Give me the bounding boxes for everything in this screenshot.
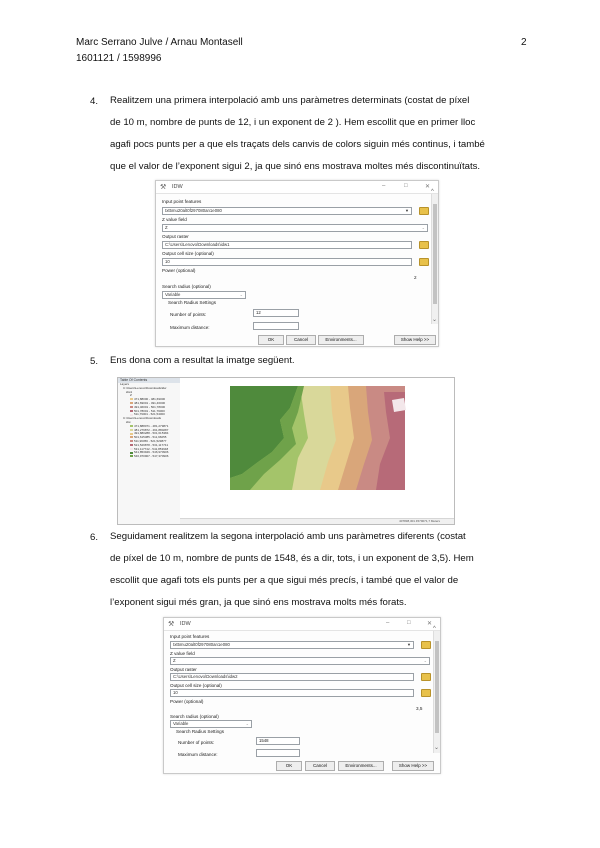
scrollbar[interactable]: [433, 631, 440, 753]
ok-button[interactable]: OK: [258, 335, 284, 345]
folder-icon[interactable]: [419, 241, 429, 249]
folder-icon[interactable]: [419, 207, 429, 215]
scroll-up-icon[interactable]: ^: [431, 189, 434, 195]
dropdown-arrow-icon[interactable]: ▼: [405, 208, 409, 213]
show-help-button[interactable]: Show Help >>: [394, 335, 436, 345]
chevron-down-icon[interactable]: ⌄: [245, 721, 249, 726]
dialog-titlebar: [156, 181, 438, 194]
toc-row[interactable]: 521,529878 - 531,117741: [118, 444, 180, 448]
interpolation-map: [180, 378, 454, 519]
cell-size-field[interactable]: 10: [170, 689, 414, 697]
toc-row[interactable]: idw1: [126, 390, 133, 394]
toc-row[interactable]: 511,96056 - 521,529877: [118, 440, 180, 444]
toc-row[interactable]: 471,88000 - 481,69000: [118, 398, 180, 402]
search-radius-label: Search radius (optional): [170, 714, 219, 719]
number-of-points-label: Number of points:: [170, 312, 207, 317]
legend-swatch: [130, 455, 133, 457]
legend-swatch: [130, 406, 133, 408]
idw-dialog-2: [163, 617, 441, 774]
output-raster-field[interactable]: C:\Users\Lenovo\Downloads\idw2: [170, 673, 414, 681]
search-radius-select[interactable]: Variable ⌄: [170, 720, 252, 728]
item-number: 4.: [90, 96, 99, 107]
chevron-down-icon[interactable]: ⌄: [239, 292, 243, 297]
output-raster-label: Output raster: [170, 667, 197, 672]
idw-dialog-1: [155, 180, 439, 347]
dropdown-arrow-icon[interactable]: ▼: [407, 642, 411, 647]
legend-swatch: [130, 436, 133, 438]
input-features-field[interactable]: txt5mu20alt0f297080an1e080 ▼: [170, 641, 414, 649]
table-of-contents: [118, 378, 181, 524]
scroll-down-icon[interactable]: ⌄: [434, 745, 440, 751]
scroll-up-icon[interactable]: ^: [433, 626, 436, 632]
toc-row[interactable]: 491,46001 - 501,78000: [118, 406, 180, 410]
text-line: de 10 m, nombre de punts de 12, i un exponent de 2 ). Hem escollit que en primer lloc: [110, 117, 476, 128]
radius-settings-label: Search Radius Settings: [168, 300, 217, 305]
paragraph-item-4: [110, 90, 528, 178]
input-features-field[interactable]: txt5mu20alt0f297080an1e080 ▼: [162, 207, 412, 215]
show-help-button[interactable]: Show Help >>: [392, 761, 434, 771]
close-button[interactable]: ✕: [425, 184, 431, 190]
legend-swatch: [130, 402, 133, 404]
legend-swatch: [130, 414, 133, 416]
toc-row[interactable]: 531,117742 - 541,853948: [118, 448, 180, 452]
z-field-select[interactable]: Z ⌄: [162, 224, 428, 232]
text-line: l’exponent sigui més gran, ja que sinó ens mostrava molts més forats.: [110, 597, 407, 608]
search-radius-select[interactable]: Variable ⌄: [162, 291, 246, 299]
paragraph-item-5: [110, 350, 528, 372]
maximize-button[interactable]: □: [407, 620, 411, 626]
student-ids: 1601121 / 1598996: [76, 53, 162, 64]
toc-row[interactable]: C:\Users\Lenovo\Downloads\idw: [123, 386, 167, 390]
text-line: que el valor de l’exponent sigui 2, ja que sinó ens mostrava moltes més discontinuïtats.: [110, 161, 481, 172]
hammer-icon: ⚒: [160, 184, 167, 191]
output-raster-label: Output raster: [162, 234, 189, 239]
scrollbar-thumb[interactable]: [433, 204, 437, 304]
legend-swatch: [130, 448, 133, 450]
dialog-title: IDW: [180, 621, 191, 627]
cell-size-label: Output cell size (optional): [162, 251, 214, 256]
output-raster-field[interactable]: C:\Users\Lenovo\Downloads\idw1: [162, 241, 412, 249]
z-field-label: Z value field: [170, 651, 195, 656]
environments-button[interactable]: Environments...: [338, 761, 384, 771]
search-radius-label: Search radius (optional): [162, 284, 211, 289]
item-number: 5.: [90, 356, 99, 367]
status-bar: 407838,301 4579071,7 Meters: [180, 518, 454, 524]
toc-row[interactable]: 471,888071 - 481,279871: [118, 425, 180, 429]
text-line: Realitzem una primera interpolació amb uns paràmetres determinats (costat de píxel: [110, 95, 470, 106]
toc-row[interactable]: 481,279872 - 491,880287: [118, 429, 180, 433]
scroll-down-icon[interactable]: ⌄: [432, 317, 438, 323]
arcmap-screenshot: [117, 377, 455, 525]
folder-icon[interactable]: [419, 258, 429, 266]
scrollbar-thumb[interactable]: [435, 641, 439, 733]
toc-row[interactable]: 501,615385 - 511,96055: [118, 436, 180, 440]
environments-button[interactable]: Environments...: [318, 335, 364, 345]
number-of-points-label: Number of points:: [178, 740, 215, 745]
toc-row[interactable]: 481,69001 - 491,46000: [118, 402, 180, 406]
text-line: Seguidament realitzem la segona interpolació amb uns paràmetres diferents (costat: [110, 531, 466, 542]
scrollbar[interactable]: [431, 194, 438, 324]
max-distance-label: Maximum distance:: [178, 752, 218, 757]
toc-row[interactable]: Layers: [120, 383, 130, 386]
minimize-button[interactable]: –: [382, 183, 386, 189]
text-line: escollit que agafi tots els punts per a que sigui més precís, i també que el valor de: [110, 575, 459, 586]
toc-row[interactable]: 501,78001 - 511,79000: [118, 410, 180, 414]
number-of-points-field[interactable]: 12: [253, 309, 299, 317]
toc-list: [118, 383, 180, 459]
toc-row[interactable]: Z: [130, 394, 132, 398]
hammer-icon: ⚒: [168, 621, 175, 628]
folder-icon[interactable]: [421, 673, 431, 681]
folder-icon[interactable]: [421, 689, 431, 697]
chevron-down-icon[interactable]: ⌄: [421, 225, 425, 230]
number-of-points-field[interactable]: 1548: [256, 737, 300, 745]
legend-swatch: [130, 429, 133, 431]
power-value[interactable]: 3,5: [416, 706, 423, 711]
power-label: Power (optional): [170, 699, 204, 704]
legend-swatch: [130, 433, 133, 435]
input-features-label: Input point features: [170, 634, 210, 639]
text-line: agafi pocs punts per a que els traçats dels canvis de colors siguin més continus, i també: [110, 139, 485, 150]
author-names: Marc Serrano Julve / Arnau Montasell: [76, 37, 243, 48]
legend-swatch: [130, 398, 133, 400]
page-number: 2: [521, 37, 527, 48]
toc-row[interactable]: 541,853949 - 546,970906: [118, 451, 180, 455]
text-line: Ens dona com a resultat la imatge següent.: [110, 355, 295, 366]
text-line: de píxel de 10 m, nombre de punts de 1548, és a dir, tots, i un exponent de 3,5). Hem: [110, 553, 474, 564]
cell-size-field[interactable]: 10: [162, 258, 412, 266]
maximize-button[interactable]: □: [404, 183, 408, 189]
toc-title: Table Of Contents: [118, 378, 180, 383]
ok-button[interactable]: OK: [276, 761, 302, 771]
close-button[interactable]: ✕: [427, 621, 433, 627]
dialog-titlebar: [164, 618, 440, 631]
toc-row[interactable]: 546,970907 - 547,370906: [118, 455, 180, 459]
minimize-button[interactable]: –: [386, 620, 390, 626]
power-label: Power (optional): [162, 268, 196, 273]
legend-swatch: [130, 425, 133, 427]
z-field-select[interactable]: Z ⌄: [170, 657, 430, 665]
max-distance-field[interactable]: [256, 749, 300, 757]
dialog-title: IDW: [172, 184, 183, 190]
max-distance-label: Maximum distance:: [170, 325, 210, 330]
radius-settings-label: Search Radius Settings: [176, 729, 225, 734]
legend-swatch: [130, 444, 133, 446]
legend-swatch: [130, 410, 133, 412]
legend-swatch: [130, 452, 133, 454]
cancel-button[interactable]: Cancel: [286, 335, 316, 345]
cancel-button[interactable]: Cancel: [305, 761, 335, 771]
chevron-down-icon[interactable]: ⌄: [423, 658, 427, 663]
toc-row[interactable]: 511,79001 - 521,54000: [118, 413, 180, 417]
toc-row[interactable]: C:\Users\Lenovo\Downloads: [123, 417, 162, 421]
toc-row[interactable]: 491,880288 - 501,615384: [118, 432, 180, 436]
max-distance-field[interactable]: [253, 322, 299, 330]
folder-icon[interactable]: [421, 641, 431, 649]
input-features-label: Input point features: [162, 199, 202, 204]
raster-band-9: [392, 398, 406, 412]
legend-swatch: [130, 440, 133, 442]
z-field-label: Z value field: [162, 217, 187, 222]
power-value[interactable]: 2: [414, 275, 417, 280]
toc-row[interactable]: idw: [126, 420, 131, 424]
cell-size-label: Output cell size (optional): [170, 683, 222, 688]
item-number: 6.: [90, 532, 99, 543]
paragraph-item-6: [110, 526, 528, 614]
